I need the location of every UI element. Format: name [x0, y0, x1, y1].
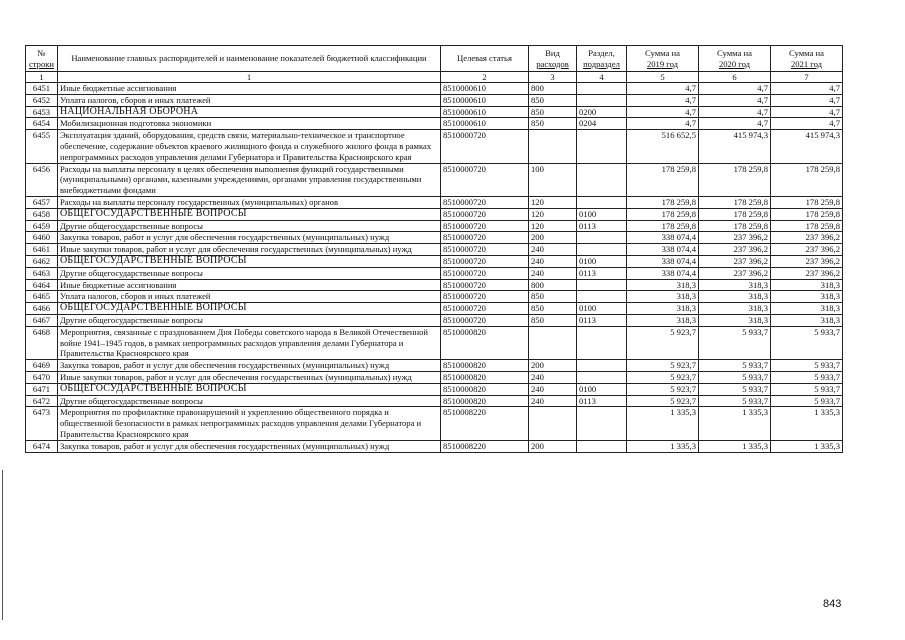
- row-sum-2019-cell: 178 259,8: [627, 196, 699, 208]
- row-sum-2020-cell: 5 933,7: [699, 395, 771, 407]
- row-sum-2021-cell: 178 259,8: [771, 220, 843, 232]
- header-sum-2020-line2: 2020 год: [718, 58, 751, 69]
- row-vid-cell: 240: [529, 267, 577, 279]
- table-row: [26, 279, 843, 291]
- row-number-cell: 6471: [26, 383, 58, 395]
- row-number-cell: 6465: [26, 291, 58, 303]
- header-sum-2019-line1: Сумма на: [645, 47, 680, 58]
- table-row: [26, 244, 843, 256]
- row-number-cell: 6470: [26, 371, 58, 383]
- row-article-cell: 8510000820: [441, 395, 529, 407]
- header-sum-2020-line1: Сумма на: [717, 47, 752, 58]
- row-article-cell: 8510000720: [441, 267, 529, 279]
- row-sum-2020-cell: 4,7: [699, 83, 771, 95]
- table-row: [26, 255, 843, 267]
- column-number: 6: [699, 72, 771, 83]
- row-name-cell: Иные бюджетные ассигнования: [58, 279, 441, 291]
- row-sum-2020-cell: 1 335,3: [699, 407, 771, 440]
- row-sum-2019-cell: 4,7: [627, 83, 699, 95]
- table-row: [26, 291, 843, 303]
- row-sum-2021-cell: 5 933,7: [771, 326, 843, 359]
- row-sum-2019-cell: 318,3: [627, 279, 699, 291]
- header-vid: [529, 46, 577, 72]
- column-number: 1: [26, 72, 58, 83]
- row-sum-2019-cell: 338 074,4: [627, 267, 699, 279]
- header-sum-2021-line2: 2021 год: [790, 58, 823, 69]
- row-name-cell: Закупка товаров, работ и услуг для обеспечения государственных (муниципальных) нужд: [58, 232, 441, 244]
- row-sum-2020-cell: 1 335,3: [699, 440, 771, 452]
- table-row: [26, 326, 843, 359]
- row-razdel-cell: 0100: [577, 255, 627, 267]
- row-razdel-cell: 0100: [577, 303, 627, 315]
- table-row: [26, 94, 843, 106]
- row-razdel-cell: 0113: [577, 314, 627, 326]
- row-article-cell: 8510000610: [441, 83, 529, 95]
- row-sum-2021-cell: 178 259,8: [771, 196, 843, 208]
- row-razdel-cell: [577, 360, 627, 372]
- row-article-cell: 8510000720: [441, 208, 529, 220]
- row-number-cell: 6459: [26, 220, 58, 232]
- row-sum-2020-cell: 237 396,2: [699, 232, 771, 244]
- row-sum-2019-cell: 178 259,8: [627, 163, 699, 196]
- row-sum-2020-cell: 178 259,8: [699, 208, 771, 220]
- row-name-cell: Иные закупки товаров, работ и услуг для обеспечения государственных (муниципальных) нужд: [58, 371, 441, 383]
- table-row: [26, 196, 843, 208]
- row-sum-2020-cell: 4,7: [699, 94, 771, 106]
- row-vid-cell: 100: [529, 163, 577, 196]
- row-sum-2019-cell: 318,3: [627, 314, 699, 326]
- row-sum-2019-cell: 5 923,7: [627, 360, 699, 372]
- row-name-cell: Расходы на выплаты персоналу в целях обеспечения выполнения функций государственными (муниципальными) органами, казенными учреждениями, органами управления государственными внебюджетными фондами: [58, 163, 441, 196]
- row-sum-2021-cell: 318,3: [771, 291, 843, 303]
- row-sum-2020-cell: 237 396,2: [699, 255, 771, 267]
- row-sum-2020-cell: 415 974,3: [699, 130, 771, 163]
- row-razdel-cell: 0204: [577, 118, 627, 130]
- table-row: [26, 267, 843, 279]
- row-sum-2020-cell: 4,7: [699, 106, 771, 118]
- header-sum-2021: [771, 46, 843, 72]
- row-sum-2020-cell: 178 259,8: [699, 220, 771, 232]
- row-name-cell: Мероприятия, связанные с празднованием Дня Победы советского народа в Великой Отечественной войне 1941–1945 годов, в рамках непрограммных расходов управления делами Губернатора и Правительства Красноярского края: [58, 326, 441, 359]
- header-razdel: [577, 46, 627, 72]
- row-name-cell: Закупка товаров, работ и услуг для обеспечения государственных (муниципальных) нужд: [58, 360, 441, 372]
- row-number-cell: 6457: [26, 196, 58, 208]
- row-sum-2020-cell: 318,3: [699, 314, 771, 326]
- row-number-cell: 6453: [26, 106, 58, 118]
- header-razdel-line1: Раздел,: [588, 47, 615, 58]
- header-sum-2020: [699, 46, 771, 72]
- row-vid-cell: 850: [529, 314, 577, 326]
- row-sum-2019-cell: 5 923,7: [627, 326, 699, 359]
- row-number-cell: 6458: [26, 208, 58, 220]
- row-razdel-cell: [577, 232, 627, 244]
- row-sum-2019-cell: 516 652,5: [627, 130, 699, 163]
- row-razdel-cell: [577, 326, 627, 359]
- row-sum-2020-cell: 318,3: [699, 303, 771, 315]
- row-vid-cell: 120: [529, 208, 577, 220]
- row-sum-2021-cell: 4,7: [771, 106, 843, 118]
- row-sum-2020-cell: 5 933,7: [699, 326, 771, 359]
- table-row: [26, 130, 843, 163]
- row-sum-2021-cell: 178 259,8: [771, 208, 843, 220]
- row-number-cell: 6451: [26, 83, 58, 95]
- row-vid-cell: 850: [529, 106, 577, 118]
- row-vid-cell: 240: [529, 244, 577, 256]
- row-razdel-cell: 0200: [577, 106, 627, 118]
- table-row: [26, 83, 843, 95]
- row-article-cell: 8510000820: [441, 371, 529, 383]
- row-name-cell: Иные бюджетные ассигнования: [58, 83, 441, 95]
- row-vid-cell: 120: [529, 220, 577, 232]
- header-sum-2021-line1: Сумма на: [789, 47, 824, 58]
- row-article-cell: 8510000720: [441, 220, 529, 232]
- row-sum-2021-cell: 4,7: [771, 94, 843, 106]
- row-article-cell: 8510008220: [441, 407, 529, 440]
- header-row-number: [26, 46, 58, 72]
- row-razdel-cell: [577, 371, 627, 383]
- row-name-cell: Расходы на выплаты персоналу государственных (муниципальных) органов: [58, 196, 441, 208]
- row-vid-cell: 240: [529, 255, 577, 267]
- row-sum-2019-cell: 5 923,7: [627, 371, 699, 383]
- row-number-cell: 6454: [26, 118, 58, 130]
- table-row: [26, 163, 843, 196]
- row-number-cell: 6455: [26, 130, 58, 163]
- row-number-cell: 6474: [26, 440, 58, 452]
- row-sum-2020-cell: 237 396,2: [699, 267, 771, 279]
- row-name-cell: ОБЩЕГОСУДАРСТВЕННЫЕ ВОПРОСЫ: [58, 208, 441, 220]
- row-article-cell: 8510000720: [441, 291, 529, 303]
- table-row: [26, 314, 843, 326]
- row-sum-2021-cell: 5 933,7: [771, 371, 843, 383]
- row-name-cell: Мобилизационная подготовка экономики: [58, 118, 441, 130]
- row-vid-cell: 200: [529, 360, 577, 372]
- page-number: 843: [823, 598, 842, 610]
- row-number-cell: 6469: [26, 360, 58, 372]
- row-number-cell: 6464: [26, 279, 58, 291]
- header-article: Целевая статья: [441, 46, 529, 72]
- row-razdel-cell: [577, 83, 627, 95]
- row-vid-cell: 850: [529, 291, 577, 303]
- header-vid-line2: расходов: [536, 58, 569, 69]
- row-sum-2021-cell: 237 396,2: [771, 244, 843, 256]
- row-number-cell: 6463: [26, 267, 58, 279]
- row-name-cell: Другие общегосударственные вопросы: [58, 314, 441, 326]
- row-razdel-cell: [577, 440, 627, 452]
- row-vid-cell: 240: [529, 371, 577, 383]
- row-sum-2019-cell: 1 335,3: [627, 440, 699, 452]
- row-sum-2021-cell: 237 396,2: [771, 255, 843, 267]
- row-number-cell: 6467: [26, 314, 58, 326]
- row-number-cell: 6460: [26, 232, 58, 244]
- table-row: [26, 395, 843, 407]
- row-vid-cell: 850: [529, 118, 577, 130]
- table-row: [26, 360, 843, 372]
- row-vid-cell: 240: [529, 383, 577, 395]
- row-sum-2020-cell: 237 396,2: [699, 244, 771, 256]
- row-vid-cell: 120: [529, 196, 577, 208]
- row-sum-2021-cell: 237 396,2: [771, 232, 843, 244]
- row-article-cell: 8510000610: [441, 118, 529, 130]
- row-razdel-cell: [577, 291, 627, 303]
- row-vid-cell: 850: [529, 94, 577, 106]
- row-name-cell: Закупка товаров, работ и услуг для обеспечения государственных (муниципальных) нужд: [58, 440, 441, 452]
- row-article-cell: 8510000720: [441, 279, 529, 291]
- row-name-cell: ОБЩЕГОСУДАРСТВЕННЫЕ ВОПРОСЫ: [58, 383, 441, 395]
- row-article-cell: 8510000720: [441, 314, 529, 326]
- row-sum-2019-cell: 4,7: [627, 94, 699, 106]
- row-razdel-cell: 0100: [577, 383, 627, 395]
- row-article-cell: 8510000820: [441, 383, 529, 395]
- table-row: [26, 232, 843, 244]
- row-vid-cell: 240: [529, 395, 577, 407]
- row-name-cell: Другие общегосударственные вопросы: [58, 395, 441, 407]
- row-sum-2019-cell: 338 074,4: [627, 255, 699, 267]
- row-vid-cell: 200: [529, 440, 577, 452]
- row-vid-cell: [529, 326, 577, 359]
- row-article-cell: 8510000820: [441, 360, 529, 372]
- row-razdel-cell: [577, 163, 627, 196]
- row-sum-2020-cell: 318,3: [699, 279, 771, 291]
- row-name-cell: НАЦИОНАЛЬНАЯ ОБОРОНА: [58, 106, 441, 118]
- table-row: [26, 208, 843, 220]
- row-sum-2020-cell: 178 259,8: [699, 196, 771, 208]
- table-row: [26, 440, 843, 452]
- table-row: [26, 106, 843, 118]
- table-row: [26, 383, 843, 395]
- row-name-cell: Другие общегосударственные вопросы: [58, 220, 441, 232]
- row-sum-2020-cell: 5 933,7: [699, 383, 771, 395]
- header-sum-2019-line2: 2019 год: [646, 58, 679, 69]
- row-sum-2021-cell: 5 933,7: [771, 360, 843, 372]
- row-sum-2020-cell: 5 933,7: [699, 371, 771, 383]
- row-razdel-cell: [577, 94, 627, 106]
- row-number-cell: 6468: [26, 326, 58, 359]
- row-sum-2020-cell: 178 259,8: [699, 163, 771, 196]
- row-sum-2021-cell: 5 933,7: [771, 383, 843, 395]
- row-article-cell: 8510000720: [441, 163, 529, 196]
- row-name-cell: Другие общегосударственные вопросы: [58, 267, 441, 279]
- row-article-cell: 8510000720: [441, 244, 529, 256]
- row-vid-cell: 800: [529, 83, 577, 95]
- row-sum-2019-cell: 338 074,4: [627, 244, 699, 256]
- row-number-cell: 6461: [26, 244, 58, 256]
- row-number-cell: 6466: [26, 303, 58, 315]
- row-name-cell: Уплата налогов, сборов и иных платежей: [58, 94, 441, 106]
- row-article-cell: 8510000820: [441, 326, 529, 359]
- row-razdel-cell: 0100: [577, 208, 627, 220]
- row-razdel-cell: 0113: [577, 267, 627, 279]
- header-vid-line1: Вид: [545, 47, 560, 58]
- row-vid-cell: [529, 407, 577, 440]
- row-sum-2019-cell: 5 923,7: [627, 383, 699, 395]
- row-vid-cell: 800: [529, 279, 577, 291]
- row-article-cell: 8510000610: [441, 94, 529, 106]
- row-razdel-cell: [577, 130, 627, 163]
- column-number-row: [26, 72, 843, 83]
- row-sum-2020-cell: 318,3: [699, 291, 771, 303]
- row-razdel-cell: [577, 196, 627, 208]
- row-razdel-cell: 0113: [577, 220, 627, 232]
- row-sum-2019-cell: 178 259,8: [627, 220, 699, 232]
- column-number: 5: [627, 72, 699, 83]
- row-vid-cell: 200: [529, 232, 577, 244]
- table-header-row: [26, 46, 843, 72]
- column-number: 7: [771, 72, 843, 83]
- row-sum-2019-cell: 318,3: [627, 303, 699, 315]
- row-vid-cell: [529, 130, 577, 163]
- row-sum-2021-cell: 237 396,2: [771, 267, 843, 279]
- table-row: [26, 371, 843, 383]
- row-article-cell: 8510000720: [441, 303, 529, 315]
- row-sum-2021-cell: 318,3: [771, 303, 843, 315]
- row-name-cell: Иные закупки товаров, работ и услуг для обеспечения государственных (муниципальных) нужд: [58, 244, 441, 256]
- row-sum-2019-cell: 4,7: [627, 106, 699, 118]
- row-number-cell: 6462: [26, 255, 58, 267]
- budget-table: [25, 45, 843, 453]
- column-number: 2: [441, 72, 529, 83]
- row-razdel-cell: [577, 279, 627, 291]
- row-sum-2021-cell: 415 974,3: [771, 130, 843, 163]
- table-body: [26, 83, 843, 453]
- row-name-cell: Уплата налогов, сборов и иных платежей: [58, 291, 441, 303]
- row-sum-2021-cell: 5 933,7: [771, 395, 843, 407]
- row-sum-2021-cell: 4,7: [771, 83, 843, 95]
- row-sum-2021-cell: 178 259,8: [771, 163, 843, 196]
- row-number-cell: 6472: [26, 395, 58, 407]
- table-row: [26, 303, 843, 315]
- header-sum-2019: [627, 46, 699, 72]
- row-sum-2019-cell: 1 335,3: [627, 407, 699, 440]
- row-sum-2019-cell: 338 074,4: [627, 232, 699, 244]
- row-sum-2020-cell: 4,7: [699, 118, 771, 130]
- header-row-number-line2: строки: [28, 58, 55, 69]
- row-sum-2021-cell: 1 335,3: [771, 440, 843, 452]
- column-number: 4: [577, 72, 627, 83]
- row-sum-2021-cell: 1 335,3: [771, 407, 843, 440]
- row-article-cell: 8510000720: [441, 255, 529, 267]
- margin-line: [2, 470, 3, 620]
- row-vid-cell: 850: [529, 303, 577, 315]
- header-razdel-line2: подраздел: [583, 58, 620, 69]
- row-razdel-cell: 0113: [577, 395, 627, 407]
- row-name-cell: Мероприятия по профилактике правонарушений и укреплению общественного порядка и общественной безопасности в рамках непрограммных расходов управления делами Губернатора и Правительства Красноярского края: [58, 407, 441, 440]
- row-article-cell: 8510000610: [441, 106, 529, 118]
- row-sum-2019-cell: 178 259,8: [627, 208, 699, 220]
- row-sum-2020-cell: 5 933,7: [699, 360, 771, 372]
- row-razdel-cell: [577, 244, 627, 256]
- row-sum-2019-cell: 318,3: [627, 291, 699, 303]
- header-name: Наименование главных распорядителей и наименование показателей бюджетной классификации: [58, 46, 441, 72]
- column-number: 3: [529, 72, 577, 83]
- row-number-cell: 6456: [26, 163, 58, 196]
- header-row-number-line1: №: [37, 47, 46, 58]
- row-number-cell: 6452: [26, 94, 58, 106]
- column-number: 1: [58, 72, 441, 83]
- row-number-cell: 6473: [26, 407, 58, 440]
- row-name-cell: Эксплуатация зданий, оборудования, средств связи, материально-техническое и транспортное обеспечение, содержание объектов краевого жилищного фонда и служебного жилого фонда в рамках непрограммных расходов управления делами Губернатора и Правительства Красноярского края: [58, 130, 441, 163]
- row-article-cell: 8510008220: [441, 440, 529, 452]
- table-row: [26, 407, 843, 440]
- row-article-cell: 8510000720: [441, 196, 529, 208]
- row-article-cell: 8510000720: [441, 232, 529, 244]
- row-name-cell: ОБЩЕГОСУДАРСТВЕННЫЕ ВОПРОСЫ: [58, 303, 441, 315]
- row-sum-2021-cell: 4,7: [771, 118, 843, 130]
- row-sum-2021-cell: 318,3: [771, 279, 843, 291]
- row-razdel-cell: [577, 407, 627, 440]
- row-article-cell: 8510000720: [441, 130, 529, 163]
- row-sum-2021-cell: 318,3: [771, 314, 843, 326]
- table-row: [26, 220, 843, 232]
- table-row: [26, 118, 843, 130]
- row-sum-2019-cell: 4,7: [627, 118, 699, 130]
- row-name-cell: ОБЩЕГОСУДАРСТВЕННЫЕ ВОПРОСЫ: [58, 255, 441, 267]
- row-sum-2019-cell: 5 923,7: [627, 395, 699, 407]
